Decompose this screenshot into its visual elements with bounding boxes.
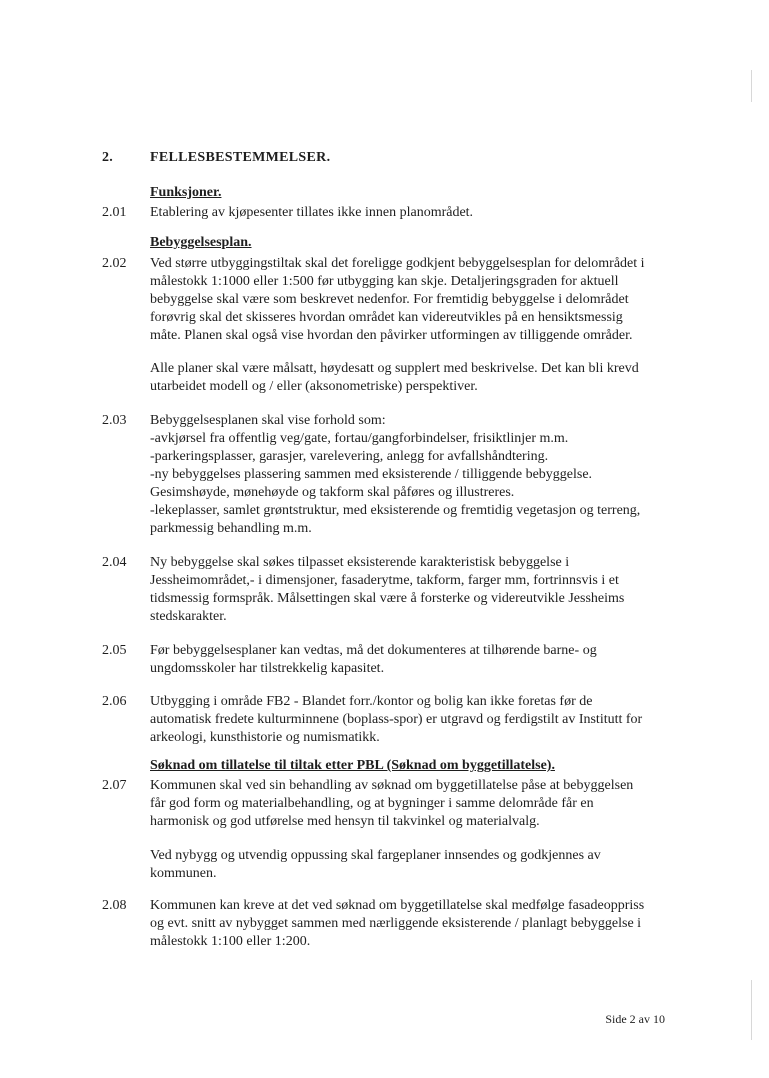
paragraph-line: får god form og materialbehandling, og at bygninger i samme delområde får en (150, 796, 594, 811)
paragraph-line: og evt. snitt av nybygget sammen med nærliggende eksisterende / planlagt bebyggelse i (150, 916, 642, 931)
paragraph-line: tidsmessig formspråk. Målsettingen skal være å forsterke og videreutvikle Jessheims (150, 591, 625, 606)
paragraph-line: -lekeplasser, samlet grøntstruktur, med eksisterende og fremtidig vegetasjon og terreng, (150, 503, 641, 518)
paragraph-line: kommunen. (150, 866, 217, 881)
scan-edge-mark (751, 980, 752, 1040)
paragraph-line: -avkjørsel fra offentlig veg/gate, fortau/gangforbindelser, frisiktlinjer m.m. (150, 431, 569, 446)
paragraph-line: Alle planer skal være målsatt, høydesatt og supplert med beskrivelse. Det kan bli krevd (150, 361, 639, 376)
scan-edge-mark (751, 70, 752, 102)
section-title: FELLESBESTEMMELSER. (150, 150, 331, 165)
paragraph-line: Kommunen kan kreve at det ved søknad om byggetillatelse skal medfølge fasadeoppriss (150, 898, 645, 913)
item-number: 2.06 (102, 694, 127, 709)
paragraph-line: Jessheimområdet,- i dimensjoner, fasaderytme, takform, farger mm, fortrinnsvis i et (150, 573, 619, 588)
page-number: Side 2 av 10 (605, 1012, 665, 1026)
item-number: 2.03 (102, 413, 127, 428)
paragraph-line: automatisk fredete kulturminnene (boplass-spor) er utgravd og ferdigstilt av Institutt for (150, 712, 643, 727)
section-number: 2. (102, 150, 114, 165)
subheading-funksjoner: Funksjoner. (150, 185, 222, 200)
paragraph-line: Gesimshøyde, mønehøyde og takform skal påføres og illustreres. (150, 485, 515, 500)
paragraph-line: arkeologi, kunsthistorie og numismatikk. (150, 730, 380, 745)
item-number: 2.07 (102, 778, 127, 793)
paragraph-line: Utbygging i område FB2 - Blandet forr./kontor og bolig kan ikke foretas før de (150, 694, 593, 709)
paragraph-line: målestokk 1:1000 eller 1:500 før utbygging kan skje. Detaljeringsgraden for aktuell (150, 274, 619, 289)
item-number: 2.01 (102, 205, 127, 220)
paragraph-line: bebyggelse skal være som beskrevet nedenfor. For fremtidig bebyggelse i delområdet (150, 292, 629, 307)
paragraph-line: parkmessig behandling m.m. (150, 521, 312, 536)
item-number: 2.05 (102, 643, 127, 658)
paragraph-line: Før bebyggelsesplaner kan vedtas, må det dokumenteres at tilhørende barne- og (150, 643, 597, 658)
paragraph-line: stedskarakter. (150, 609, 227, 624)
paragraph-line: ungdomsskoler har tilstrekkelig kapasitet. (150, 661, 385, 676)
paragraph-line: forøvrig skal det skisseres hvordan området kan videreutvikles på en hensiktsmessig (150, 310, 623, 325)
paragraph-line: Ved nybygg og utvendig oppussing skal fargeplaner innsendes og godkjennes av (150, 848, 601, 863)
paragraph-line: måte. Planen skal også vise hvordan den påvirker utformingen av tilliggende områder. (150, 328, 633, 343)
paragraph-line: harmonisk og god utførelse med hensyn til takvinkel og materialvalg. (150, 814, 540, 829)
item-number: 2.02 (102, 256, 127, 271)
subheading-soknad: Søknad om tillatelse til tiltak etter PBL (Søknad om byggetillatelse). (150, 758, 555, 773)
paragraph-line: Etablering av kjøpesenter tillates ikke innen planområdet. (150, 205, 474, 220)
paragraph-line: målestokk 1:100 eller 1:200. (150, 934, 311, 949)
paragraph-line: Bebyggelsesplanen skal vise forhold som: (150, 413, 386, 428)
subheading-bebyggelsesplan: Bebyggelsesplan. (150, 235, 252, 250)
paragraph-line: Ved større utbyggingstiltak skal det foreligge godkjent bebyggelsesplan for delområdet i (150, 256, 645, 271)
paragraph-line: Ny bebyggelse skal søkes tilpasset eksisterende karakteristisk bebyggelse i (150, 555, 570, 570)
paragraph-line: -parkeringsplasser, garasjer, varelevering, anlegg for avfallshåndtering. (150, 449, 549, 464)
paragraph-line: utarbeidet modell og / eller (aksonometriske) perspektiver. (150, 379, 478, 394)
item-number: 2.04 (102, 555, 127, 570)
paragraph-line: -ny bebyggelses plassering sammen med eksisterende / tilliggende bebyggelse. (150, 467, 593, 482)
item-number: 2.08 (102, 898, 127, 913)
paragraph-line: Kommunen skal ved sin behandling av søknad om byggetillatelse påse at bebyggelsen (150, 778, 634, 793)
